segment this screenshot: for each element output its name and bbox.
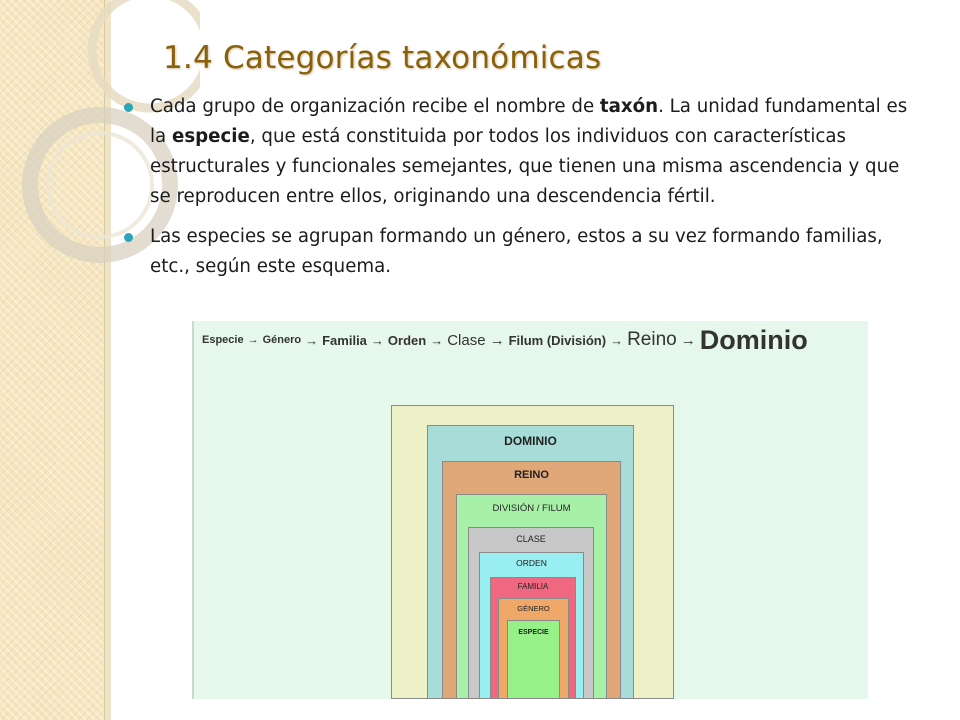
label-orden: ORDEN (516, 558, 547, 568)
arrow-icon: → (430, 332, 444, 348)
taxonomy-diagram (192, 321, 868, 699)
label-especie: ESPECIE (518, 629, 549, 636)
bullet-text: . La unidad fundamental es la (150, 96, 908, 147)
bullet-icon (124, 103, 133, 112)
bullet-item (124, 92, 924, 212)
label-genero: GÉNERO (517, 604, 550, 613)
bold-term-especie: especie (171, 126, 250, 147)
arrow-icon: → (305, 332, 319, 348)
flow-clase: Clase (447, 331, 486, 349)
flow-especie: Especie (202, 334, 244, 346)
label-clase: CLASE (516, 534, 546, 544)
arrow-icon: → (370, 332, 384, 348)
taxonomy-flow (202, 321, 808, 359)
slide-title: 1.4 Categorías taxonómicas (163, 40, 602, 76)
bullet-text: , que está constituida por todos los individuos con características estructurales y funcionales semejantes, que tienen una misma ascendencia y que se reproducen entre ellos, originando una descendencia fértil. (150, 126, 900, 207)
box-especie (507, 620, 560, 699)
bullet-icon (124, 233, 133, 242)
arrow-icon: → (610, 332, 624, 348)
flow-reino: Reino (627, 329, 677, 350)
flow-familia: Familia (322, 332, 367, 348)
label-dominio: DOMINIO (504, 434, 557, 448)
bullet-text: Cada grupo de organización recibe el nombre de (150, 96, 600, 117)
arrow-icon: → (247, 334, 259, 346)
flow-filum: Filum (División) (508, 332, 607, 348)
bullet-text: Las especies se agrupan formando un género, estos a su vez formando familias, etc., según este esquema. (150, 226, 883, 277)
label-familia: FAMILIA (517, 582, 549, 591)
bullet-item (124, 222, 924, 282)
arrow-icon: → (489, 331, 505, 349)
bold-term-taxon: taxón (599, 96, 659, 117)
arrow-icon: → (680, 331, 696, 349)
flow-dominio: Dominio (699, 324, 808, 355)
bullet-list (124, 92, 924, 292)
label-reino: REINO (514, 469, 549, 481)
label-division: DIVISIÓN / FILUM (492, 503, 571, 514)
flow-genero: Género (262, 334, 302, 346)
flow-orden: Orden (387, 332, 427, 348)
